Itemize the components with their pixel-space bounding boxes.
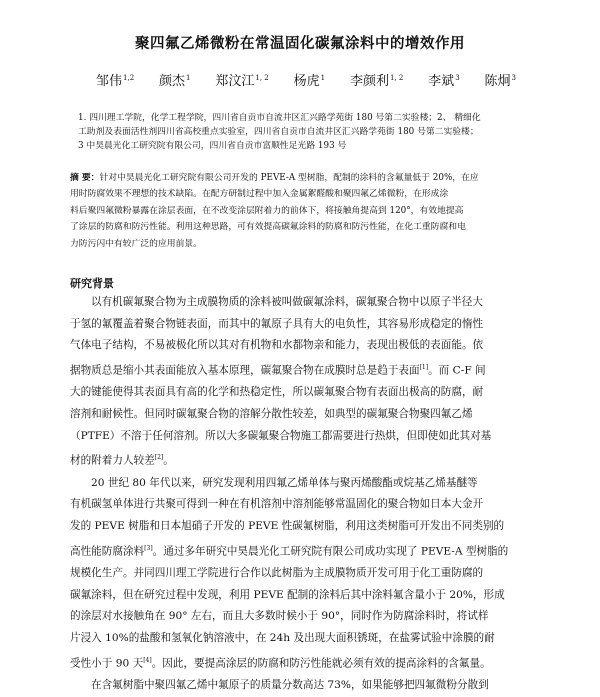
body-line: 在含氟树脂中聚四氟乙烯中氟原子的质量分数高达 73%，如果能够把四氟微粉分散到 (91, 679, 489, 692)
body-line: 有机碳氢单体进行共聚可得到一种在有机溶剂中溶剂能够常温固化的聚合物如日本大金开 (70, 498, 484, 511)
citation: [3] (144, 544, 153, 552)
author: 郑汶江$^{1, 2}$ (215, 73, 269, 89)
author: 颜杰$^1$ (159, 73, 191, 89)
citation: [1] (419, 364, 429, 372)
affiliation-line: 工助剂及表面活性剂四川省高校重点实验室，四川省自贡市自流井区汇兴路学苑街 180 号第二实验楼； (78, 127, 479, 138)
abstract-label: 摘 要： (70, 173, 100, 183)
affiliation-line: 1. 四川理工学院，化学工程学院，四川省自贡市自流井区汇兴路学苑街 180 号第二实验楼；2、 精细化 (78, 113, 481, 123)
author: 李斌$^3$ (428, 73, 460, 89)
body-line: 大的键能使得其表面具有高的化学和热稳定性，所以碳氟聚合物有表面出极高的防腐，耐 (70, 386, 484, 399)
author: 杨虎$^1$ (293, 73, 326, 89)
body-line: 高性能防腐涂料[3]。通过多年研究中昊晨光化工研究院有限公司成功实现了 PEVE-A 型树脂的 (70, 544, 509, 558)
abstract-line: 用时防腐效果不理想的技术缺陷。在配方研制过程中加入金属絮醛酸和聚四氟乙烯微粉，在形成涂 (70, 189, 449, 200)
section-heading: 研究背景 (70, 277, 114, 290)
body-line: 碳氟涂料，但在研究过程中发现，利用 PEVE 配制的涂料后其中涂料氟含量小于 20%，形成 (70, 588, 505, 601)
body-line: 片浸入 10%的盐酸和氢氧化钠溶液中，在 24h 及出现大面积锈斑，在盐雾试验中涂膜的耐 (70, 632, 495, 645)
author: 李颜利$^{1, 2}$ (349, 73, 404, 89)
abstract-line: 了涂层的防腐和防污性能。利用这种思路，可有效提高碳氟涂料的防腐和防污性能，在化工重防腐和电 (70, 222, 466, 233)
body-line: 溶剂和耐候性。但同时碳氟聚合物的溶解分散性较差，如典型的碳氟聚合物聚四氟乙烯 (70, 408, 473, 421)
body-line: 20 世纪 80 年代以来，研究发现利用四氟乙烯单体与聚丙烯酸酯或烷基乙烯基醚等 (91, 476, 478, 489)
citation: [2] (154, 454, 164, 462)
body-line: 据物质总是缩小其表面能放入基本原理，碳氟聚合物在成膜时总是趋于表面[1]。而 C-F 间 (70, 364, 486, 377)
affiliations (78, 111, 548, 154)
body-line: 气体电子结构，不易被极化所以其对有机物和水都物亲和能力，表现出极低的表面能。依 (70, 339, 484, 352)
body-line: 规模化生产。并同四川理工学院进行合作以此树脂为主成膜物质开发可用于化工重防腐的 (70, 567, 484, 580)
body-line: 于氢的氟覆盖着聚合物链表面，而其中的氟原子具有大的电负性，其容易形成稳定的惰性 (70, 317, 484, 330)
body-line: 的涂层对水接触角在 90° 左右，而且大多数时候小于 90°，同时作为防腐涂料时，将试样 (70, 610, 489, 623)
citation: [4] (143, 656, 152, 664)
abstract-line: 力防污闪中有较广泛的应用前景。 (70, 238, 202, 249)
abstract (70, 170, 540, 252)
body-line: （PTFE）不溶于任何溶剂。所以大多碳氟聚合物施工都需要进行热烘，但即使如此其对基 (70, 429, 492, 442)
body-text (70, 292, 540, 697)
abstract-line: 料后聚四氟微粉暴露在涂层表面，在不改变涂层附着力的前体下，将接触角提高到 120°，有效地提高 (70, 205, 464, 216)
author: 陈炯$^3$ (484, 73, 516, 89)
author: 邹伟$^{1,2}$ (96, 73, 135, 89)
abstract-line: 摘 要：针对中昊晨光化工研究院有限公司开发的 PEVE-A 型树脂，配制的涂料的含氟量低于 20%，在应 (70, 173, 479, 183)
body-line: 发的 PEVE 树脂和日本旭硝子开发的 PEVE 性碳氟树脂，利用这类树脂可开发出不同类别的 (70, 520, 505, 533)
body-line: 受性小于 90 天[4]。因此，要提高涂层的防腐和防污性能就必须有效的提高涂料的含氟量。 (70, 656, 491, 670)
body-line: 材的附着力人较差[2]。 (70, 454, 174, 467)
body-line: 以有机碳氟聚合物为主成膜物质的涂料被叫做碳氟涂料，碳氟聚合物中以原子半径大 (91, 296, 483, 308)
author-list (96, 70, 516, 89)
affiliation-line: 3 中昊晨光化工研究院有限公司，四川省自贡市富顺性足光路 193 号 (78, 141, 347, 152)
paper-title: 聚四氟乙烯微粉在常温固化碳氟涂料中的增效作用 (135, 36, 465, 52)
